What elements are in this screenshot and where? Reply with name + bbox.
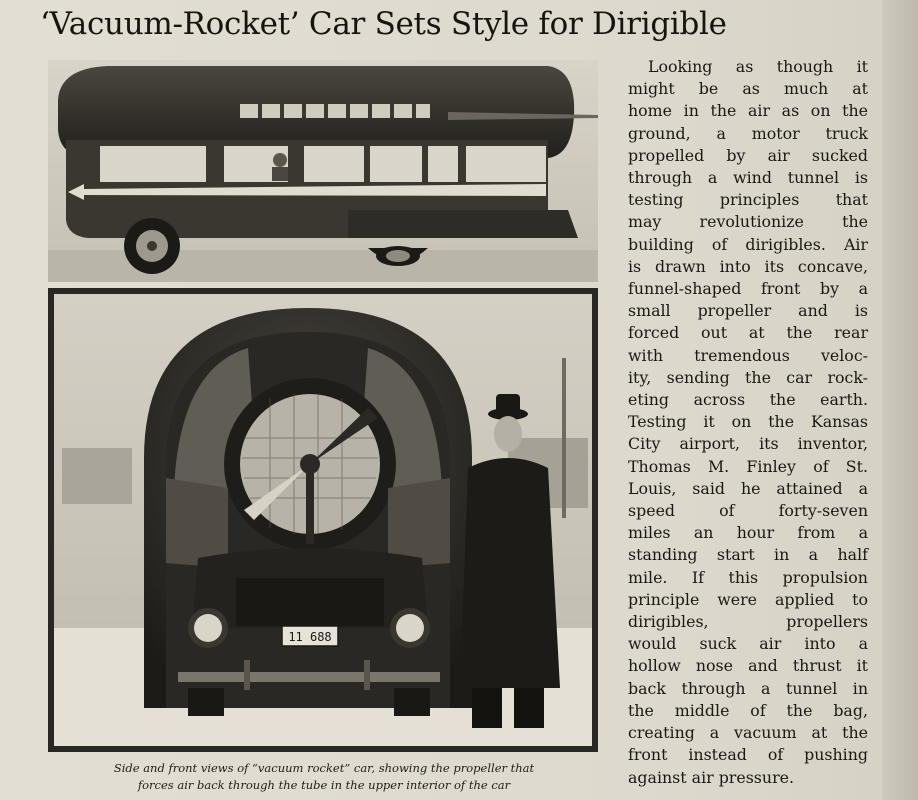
body-line: speed of forty-seven xyxy=(628,501,868,521)
body-line: standing start in a half xyxy=(628,545,868,565)
body-line: front instead of pushing xyxy=(628,745,868,765)
body-line: creating a vacuum at the xyxy=(628,723,868,743)
body-line: back through a tunnel in xyxy=(628,678,868,698)
body-line: Looking as though it xyxy=(648,57,868,76)
body-line: propelled by air sucked xyxy=(628,145,868,165)
body-line: funnel-shaped front by a xyxy=(628,279,868,299)
body-line: ity, sending the car rock- xyxy=(628,367,868,387)
body-line: small propeller and is xyxy=(628,301,868,321)
body-line: Louis, said he attained a xyxy=(628,478,868,498)
front-view-photo xyxy=(48,288,598,752)
body-line: mile. If this propulsion xyxy=(628,567,868,587)
photo-caption xyxy=(44,760,604,794)
article-body xyxy=(628,56,868,789)
body-line: Thomas M. Finley of St. xyxy=(628,456,868,476)
body-line: through a wind tunnel is xyxy=(628,168,868,188)
page-edge xyxy=(882,0,918,800)
body-line: may revolutionize the xyxy=(628,212,868,232)
body-line: would suck air into a xyxy=(628,634,868,654)
body-line: principle were applied to xyxy=(628,589,868,609)
body-line: the middle of the bag, xyxy=(628,700,868,720)
body-line: against air pressure. xyxy=(628,767,795,787)
body-line: eting across the earth. xyxy=(628,390,868,410)
body-line: building of dirigibles. Air xyxy=(628,234,868,254)
body-line: with tremendous veloc- xyxy=(628,345,868,365)
body-line: Testing it on the Kansas xyxy=(628,412,868,432)
body-line: ground, a motor truck xyxy=(628,123,868,143)
body-line: home in the air as on the xyxy=(628,101,868,121)
body-line: miles an hour from a xyxy=(628,523,868,543)
side-view-photo xyxy=(48,60,598,282)
body-line: forced out at the rear xyxy=(628,323,868,343)
body-line: testing principles that xyxy=(628,190,868,210)
caption-line: forces air back through the tube in the upper interior of the car xyxy=(137,778,511,792)
body-line: dirigibles, propellers xyxy=(628,612,868,632)
body-line: is drawn into its concave, xyxy=(628,256,868,276)
license-plate: 11 688 xyxy=(288,630,332,644)
article-title: ‘Vacuum-Rocket’ Car Sets Style for Dirigible xyxy=(40,6,727,42)
body-line: City airport, its inventor, xyxy=(628,434,868,454)
body-line: hollow nose and thrust it xyxy=(628,656,868,676)
body-line: might be as much at xyxy=(628,79,868,99)
caption-line: Side and front views of “vacuum rocket” car, showing the propeller that xyxy=(113,761,535,775)
